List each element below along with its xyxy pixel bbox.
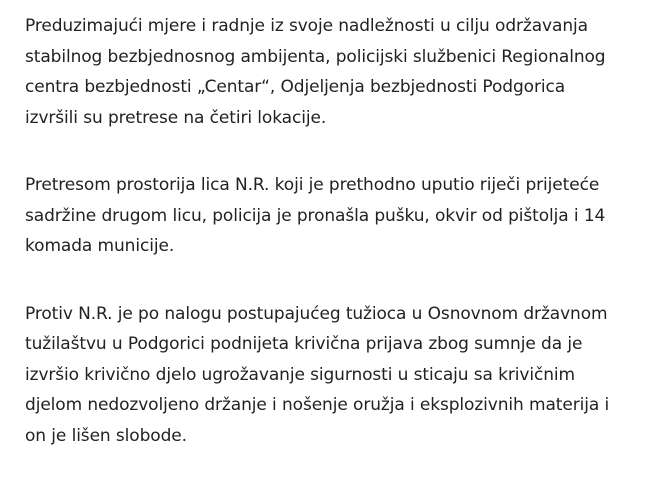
- text-line: komada municije.: [25, 236, 175, 256]
- text-line: djelom nedozvoljeno držanje i nošenje oružja i eksplozivnih materija i: [25, 395, 610, 415]
- text-line: Protiv N.R. je po nalogu postupajućeg tužioca u Osnovnom državnom: [25, 303, 608, 324]
- text-line: stabilnog bezbjednosnog ambijenta, policijski službenici Regionalnog: [25, 46, 606, 67]
- text-line: centra bezbjednosti „Centar“, Odjeljenja bezbjednosti Podgorica: [25, 77, 566, 97]
- paragraph-findings: [25, 170, 650, 262]
- text-line: Preduzimajući mjere i radnje iz svoje nadležnosti u cilju održavanja: [25, 16, 588, 36]
- paragraph-charges: [25, 299, 650, 452]
- text-line: Pretresom prostorija lica N.R. koji je prethodno uputio riječi prijeteće: [25, 175, 600, 195]
- paragraph-searches: [25, 11, 650, 133]
- text-line: sadržine drugom licu, policija je pronašla pušku, okvir od pištolja i 14: [25, 205, 606, 226]
- text-line: tužilaštvu u Podgorici podnijeta krivična prijava zbog sumnje da je: [25, 334, 583, 354]
- text-line: izvršio krivično djelo ugrožavanje sigurnosti u sticaju sa krivičnim: [25, 364, 575, 385]
- text-line: izvršili su pretrese na četiri lokacije.: [25, 107, 327, 128]
- text-line: on je lišen slobode.: [25, 425, 187, 446]
